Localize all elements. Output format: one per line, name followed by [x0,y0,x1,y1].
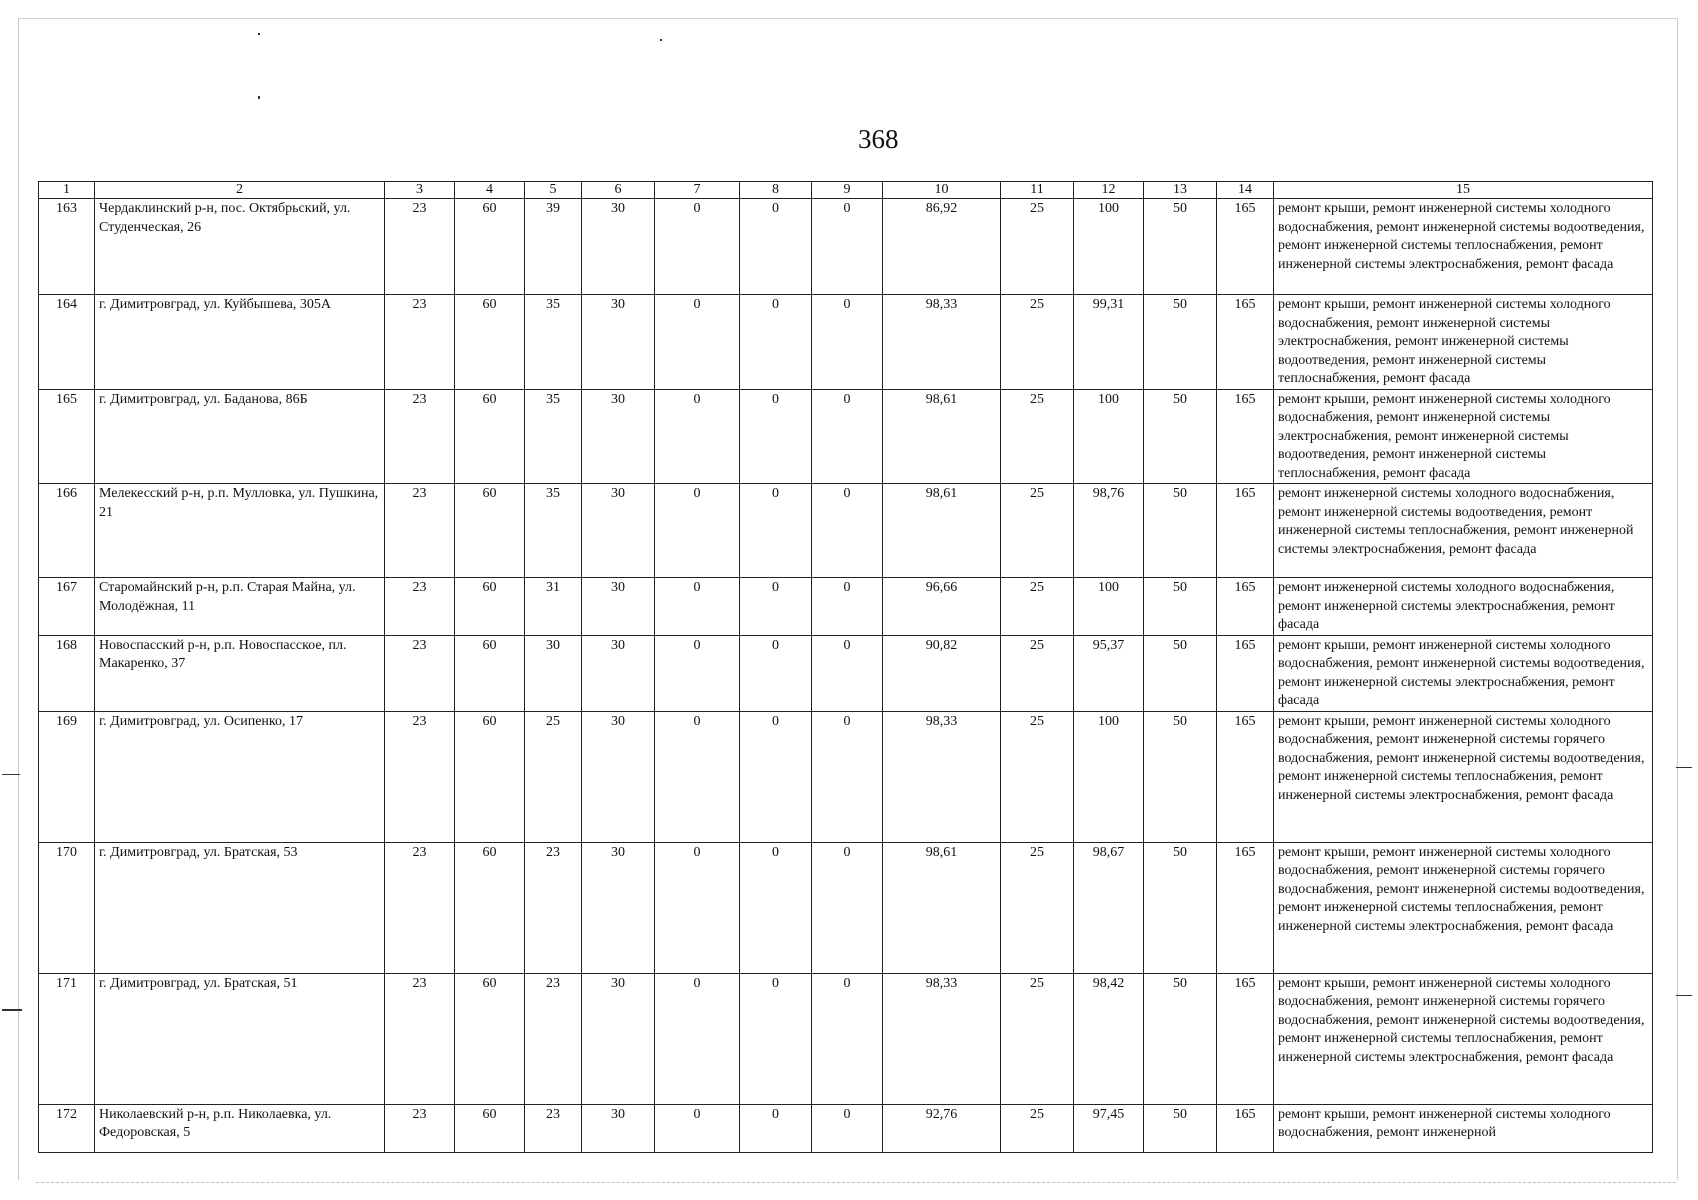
table-cell: 0 [655,295,740,390]
table-cell: 0 [812,199,883,295]
table-cell: 0 [655,973,740,1104]
scan-speck [258,96,260,99]
table-cell: 23 [525,1104,582,1152]
table-cell: 60 [455,711,525,842]
works-cell: ремонт крыши, ремонт инженерной системы холодного водоснабжения, ремонт инженерной системы горячего водоснабжения, ремонт инженерной системы водоотведения, ремонт инженерной системы теплоснабжения, ремонт инженерной системы электроснабжения, ремонт фасада [1274,711,1653,842]
table-cell: 165 [1217,389,1274,484]
address-cell: Новоспасский р-н, р.п. Новоспасское, пл. Макаренко, 37 [95,635,385,711]
table-cell: 39 [525,199,582,295]
table-cell: 165 [1217,484,1274,578]
row-number: 170 [39,842,95,973]
table-cell: 95,37 [1074,635,1144,711]
table-cell: 60 [455,1104,525,1152]
column-number-row [39,182,1653,199]
page-number: 368 [858,124,899,154]
table-cell: 50 [1144,973,1217,1104]
works-cell: ремонт крыши, ремонт инженерной системы холодного водоснабжения, ремонт инженерной системы электроснабжения, ремонт инженерной системы водоотведения, ремонт инженерной системы теплоснабжения, ремонт фасада [1274,389,1653,484]
row-number: 163 [39,199,95,295]
table-cell: 25 [1001,711,1074,842]
table-cell: 0 [655,711,740,842]
table-cell: 50 [1144,295,1217,390]
table-cell: 25 [1001,635,1074,711]
table-cell: 30 [582,842,655,973]
table-cell: 30 [582,973,655,1104]
address-cell: г. Димитровград, ул. Осипенко, 17 [95,711,385,842]
table-cell: 0 [812,711,883,842]
table-row [39,389,1653,484]
address-cell: г. Димитровград, ул. Братская, 53 [95,842,385,973]
table-cell: 50 [1144,842,1217,973]
table-cell: 0 [655,578,740,636]
table-row [39,973,1653,1104]
table-cell: 25 [1001,842,1074,973]
works-cell: ремонт крыши, ремонт инженерной системы холодного водоснабжения, ремонт инженерной системы горячего водоснабжения, ремонт инженерной системы водоотведения, ремонт инженерной системы теплоснабжения, ремонт инженерной системы электроснабжения, ремонт фасада [1274,842,1653,973]
column-number: 9 [812,182,883,199]
works-cell: ремонт крыши, ремонт инженерной системы холодного водоснабжения, ремонт инженерной [1274,1104,1653,1152]
margin-tick-left [2,1009,22,1011]
table-cell: 25 [525,711,582,842]
table-cell: 50 [1144,389,1217,484]
table-cell: 0 [740,1104,812,1152]
table-cell: 0 [655,484,740,578]
table-cell: 30 [582,635,655,711]
table-cell: 25 [1001,199,1074,295]
table-cell: 25 [1001,484,1074,578]
row-number: 171 [39,973,95,1104]
works-cell: ремонт крыши, ремонт инженерной системы холодного водоснабжения, ремонт инженерной системы электроснабжения, ремонт инженерной системы водоотведения, ремонт инженерной системы теплоснабжения, ремонт фасада [1274,295,1653,390]
table-cell: 35 [525,389,582,484]
margin-tick-right [1676,995,1692,996]
works-cell: ремонт инженерной системы холодного водоснабжения, ремонт инженерной системы водоотведения, ремонт инженерной системы теплоснабжения, ремонт инженерной системы электроснабжения, ремонт фасада [1274,484,1653,578]
table-cell: 30 [582,199,655,295]
column-number: 5 [525,182,582,199]
column-number: 1 [39,182,95,199]
table-cell: 23 [385,484,455,578]
table-cell: 98,61 [883,484,1001,578]
table-cell: 100 [1074,389,1144,484]
table-cell: 0 [740,973,812,1104]
column-number: 8 [740,182,812,199]
table-cell: 31 [525,578,582,636]
scan-speck [660,39,662,41]
column-number: 15 [1274,182,1653,199]
table-cell: 0 [655,842,740,973]
table-cell: 0 [655,635,740,711]
table-cell: 23 [385,635,455,711]
table-cell: 98,67 [1074,842,1144,973]
table-cell: 60 [455,842,525,973]
table-cell: 0 [812,295,883,390]
table-cell: 165 [1217,973,1274,1104]
table-row [39,199,1653,295]
row-number: 167 [39,578,95,636]
table-cell: 0 [812,635,883,711]
table-row [39,711,1653,842]
table-row [39,295,1653,390]
table-cell: 23 [385,199,455,295]
table-cell: 0 [812,1104,883,1152]
works-cell: ремонт крыши, ремонт инженерной системы холодного водоснабжения, ремонт инженерной системы водоотведения, ремонт инженерной системы теплоснабжения, ремонт инженерной системы электроснабжения, ремонт фасада [1274,199,1653,295]
column-number: 10 [883,182,1001,199]
table-cell: 165 [1217,1104,1274,1152]
table-cell: 0 [812,578,883,636]
table-cell: 30 [582,1104,655,1152]
table-cell: 96,66 [883,578,1001,636]
address-cell: Мелекесский р-н, р.п. Мулловка, ул. Пушкина, 21 [95,484,385,578]
table-cell: 0 [740,842,812,973]
table-cell: 0 [740,635,812,711]
row-number: 168 [39,635,95,711]
table-cell: 0 [740,484,812,578]
table-cell: 0 [740,711,812,842]
column-number: 14 [1217,182,1274,199]
table-cell: 0 [740,578,812,636]
table-cell: 165 [1217,199,1274,295]
column-number: 3 [385,182,455,199]
table-cell: 0 [812,973,883,1104]
table-cell: 97,45 [1074,1104,1144,1152]
table-cell: 25 [1001,578,1074,636]
table-cell: 30 [582,389,655,484]
table-cell: 98,61 [883,842,1001,973]
table-cell: 30 [525,635,582,711]
table-cell: 23 [385,973,455,1104]
address-cell: г. Димитровград, ул. Куйбышева, 305А [95,295,385,390]
table-row [39,842,1653,973]
column-number: 11 [1001,182,1074,199]
repair-schedule-table [38,181,1653,1153]
table-cell: 35 [525,295,582,390]
table-cell: 90,82 [883,635,1001,711]
table-cell: 0 [812,389,883,484]
table-cell: 60 [455,484,525,578]
table-row [39,484,1653,578]
table-cell: 98,42 [1074,973,1144,1104]
column-number: 12 [1074,182,1144,199]
table-cell: 0 [812,842,883,973]
table-row [39,578,1653,636]
table-cell: 165 [1217,578,1274,636]
table-cell: 30 [582,578,655,636]
row-number: 169 [39,711,95,842]
table-cell: 23 [525,842,582,973]
scan-speck [258,33,260,35]
table-cell: 23 [385,389,455,484]
table-cell: 165 [1217,635,1274,711]
table-cell: 23 [525,973,582,1104]
table-cell: 60 [455,389,525,484]
works-cell: ремонт крыши, ремонт инженерной системы холодного водоснабжения, ремонт инженерной системы горячего водоснабжения, ремонт инженерной системы водоотведения, ремонт инженерной системы теплоснабжения, ремонт инженерной системы электроснабжения, ремонт фасада [1274,973,1653,1104]
column-number: 7 [655,182,740,199]
table-cell: 0 [740,295,812,390]
row-number: 164 [39,295,95,390]
table-cell: 98,61 [883,389,1001,484]
table-cell: 60 [455,578,525,636]
table-cell: 60 [455,635,525,711]
row-number: 172 [39,1104,95,1152]
table-cell: 25 [1001,973,1074,1104]
row-number: 166 [39,484,95,578]
table-cell: 98,33 [883,295,1001,390]
table-cell: 165 [1217,842,1274,973]
column-number: 13 [1144,182,1217,199]
table-cell: 23 [385,295,455,390]
margin-tick-right [1676,767,1692,768]
table-cell: 60 [455,295,525,390]
works-cell: ремонт крыши, ремонт инженерной системы холодного водоснабжения, ремонт инженерной системы водоотведения, ремонт инженерной системы электроснабжения, ремонт фасада [1274,635,1653,711]
table-cell: 23 [385,1104,455,1152]
table-cell: 25 [1001,1104,1074,1152]
table-cell: 165 [1217,295,1274,390]
table-cell: 98,33 [883,973,1001,1104]
column-number: 4 [455,182,525,199]
table-cell: 0 [812,484,883,578]
works-cell: ремонт инженерной системы холодного водоснабжения, ремонт инженерной системы электроснабжения, ремонт фасада [1274,578,1653,636]
row-number: 165 [39,389,95,484]
address-cell: Старомайнский р-н, р.п. Старая Майна, ул. Молодёжная, 11 [95,578,385,636]
table-cell: 23 [385,842,455,973]
table-cell: 35 [525,484,582,578]
column-number: 6 [582,182,655,199]
table-cell: 30 [582,484,655,578]
table-cell: 100 [1074,199,1144,295]
table-cell: 50 [1144,1104,1217,1152]
table-cell: 98,33 [883,711,1001,842]
table-cell: 0 [655,199,740,295]
table-cell: 50 [1144,578,1217,636]
table-row [39,1104,1653,1152]
table-cell: 100 [1074,711,1144,842]
table-cell: 23 [385,711,455,842]
table-cell: 98,76 [1074,484,1144,578]
margin-tick-left [2,774,20,775]
table-cell: 60 [455,973,525,1104]
table-cell: 50 [1144,635,1217,711]
table-cell: 25 [1001,295,1074,390]
table-cell: 50 [1144,484,1217,578]
table-cell: 30 [582,711,655,842]
table-cell: 0 [740,389,812,484]
table-cell: 0 [655,389,740,484]
table-row [39,635,1653,711]
table-cell: 25 [1001,389,1074,484]
table-cell: 30 [582,295,655,390]
address-cell: Чердаклинский р-н, пос. Октябрьский, ул. Студенческая, 26 [95,199,385,295]
table-cell: 165 [1217,711,1274,842]
address-cell: г. Димитровград, ул. Баданова, 86Б [95,389,385,484]
table-cell: 60 [455,199,525,295]
scan-bottom-edge [36,1182,1676,1183]
table-cell: 0 [655,1104,740,1152]
table-cell: 100 [1074,578,1144,636]
table-cell: 50 [1144,711,1217,842]
address-cell: г. Димитровград, ул. Братская, 51 [95,973,385,1104]
column-number: 2 [95,182,385,199]
table-cell: 99,31 [1074,295,1144,390]
address-cell: Николаевский р-н, р.п. Николаевка, ул. Федоровская, 5 [95,1104,385,1152]
table-cell: 50 [1144,199,1217,295]
table-cell: 23 [385,578,455,636]
table-cell: 86,92 [883,199,1001,295]
table-cell: 92,76 [883,1104,1001,1152]
table-cell: 0 [740,199,812,295]
